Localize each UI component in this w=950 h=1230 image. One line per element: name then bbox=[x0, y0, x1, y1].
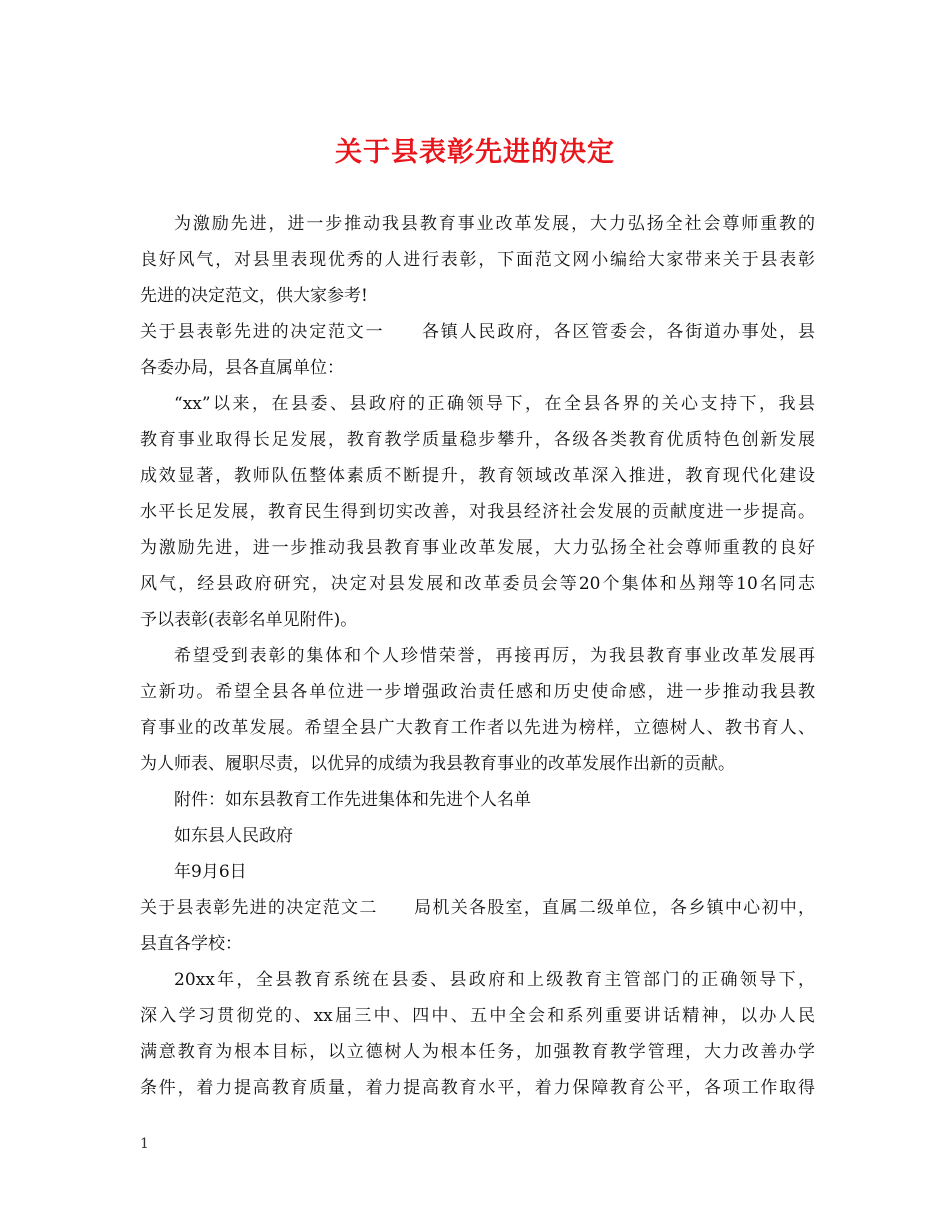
page-number: 1 bbox=[140, 1136, 149, 1152]
text-line: 关于县表彰先进的决定范文二 局机关各股室，直属二级单位，各乡镇中心初中， bbox=[140, 898, 815, 918]
text-line: 满意教育为根本目标，以立德树人为根本任务，加强教育教学管理，大力改善办学 bbox=[140, 1042, 815, 1062]
text-line: 先进的决定范文，供大家参考! bbox=[140, 286, 368, 306]
text-line: 成效显著，教师队伍整体素质不断提升，教育领域改革深入推进，教育现代化建设 bbox=[140, 466, 815, 486]
text-line: 条件，着力提高教育质量，着力提高教育水平，着力保障教育公平，各项工作取得 bbox=[140, 1078, 815, 1098]
text-line: 县直各学校： bbox=[140, 934, 242, 954]
text-line: 为激励先进，进一步推动我县教育事业改革发展，大力弘扬全社会尊师重教的 bbox=[174, 214, 815, 234]
issuer-line: 如东县人民政府 bbox=[174, 826, 293, 846]
text-line: 关于县表彰先进的决定范文一 各镇人民政府，各区管委会，各街道办事处，县 bbox=[140, 322, 815, 342]
text-line: 予以表彰(表彰名单见附件)。 bbox=[140, 610, 358, 630]
text-line: 育事业的改革发展。希望全县广大教育工作者以先进为榜样，立德树人、教书育人、 bbox=[140, 718, 815, 738]
text-line: 风气，经县政府研究，决定对县发展和改革委员会等20个集体和丛翔等10名同志 bbox=[140, 574, 815, 594]
text-line: 为人师表、履职尽责，以优异的成绩为我县教育事业的改革发展作出新的贡献。 bbox=[140, 754, 735, 774]
attachment-line: 附件：如东县教育工作先进集体和先进个人名单 bbox=[174, 790, 531, 810]
text-line: 良好风气，对县里表现优秀的人进行表彰，下面范文网小编给大家带来关于县表彰 bbox=[140, 250, 815, 270]
text-line: 希望受到表彰的集体和个人珍惜荣誉，再接再厉，为我县教育事业改革发展再 bbox=[174, 646, 815, 666]
date-line: 年9月6日 bbox=[174, 862, 247, 882]
text-line: 深入学习贯彻党的、xx届三中、四中、五中全会和系列重要讲话精神，以办人民 bbox=[140, 1006, 815, 1026]
text-line: 为激励先进，进一步推动我县教育事业改革发展，大力弘扬全社会尊师重教的良好 bbox=[140, 538, 815, 558]
text-line: 各委办局，县各直属单位： bbox=[140, 358, 344, 378]
text-line: 20xx年，全县教育系统在县委、县政府和上级教育主管部门的正确领导下， bbox=[174, 970, 815, 990]
text-line: 水平长足发展，教育民生得到切实改善，对我县经济社会发展的贡献度进一步提高。 bbox=[140, 502, 815, 522]
text-line: 教育事业取得长足发展，教育教学质量稳步攀升，各级各类教育优质特色创新发展 bbox=[140, 430, 815, 450]
text-line: 立新功。希望全县各单位进一步增强政治责任感和历史使命感，进一步推动我县教 bbox=[140, 682, 815, 702]
document-body bbox=[140, 206, 815, 1106]
text-line: “xx”以来，在县委、县政府的正确领导下，在全县各界的关心支持下，我县 bbox=[174, 394, 815, 414]
document-title: 关于县表彰先进的决定 bbox=[335, 137, 615, 168]
